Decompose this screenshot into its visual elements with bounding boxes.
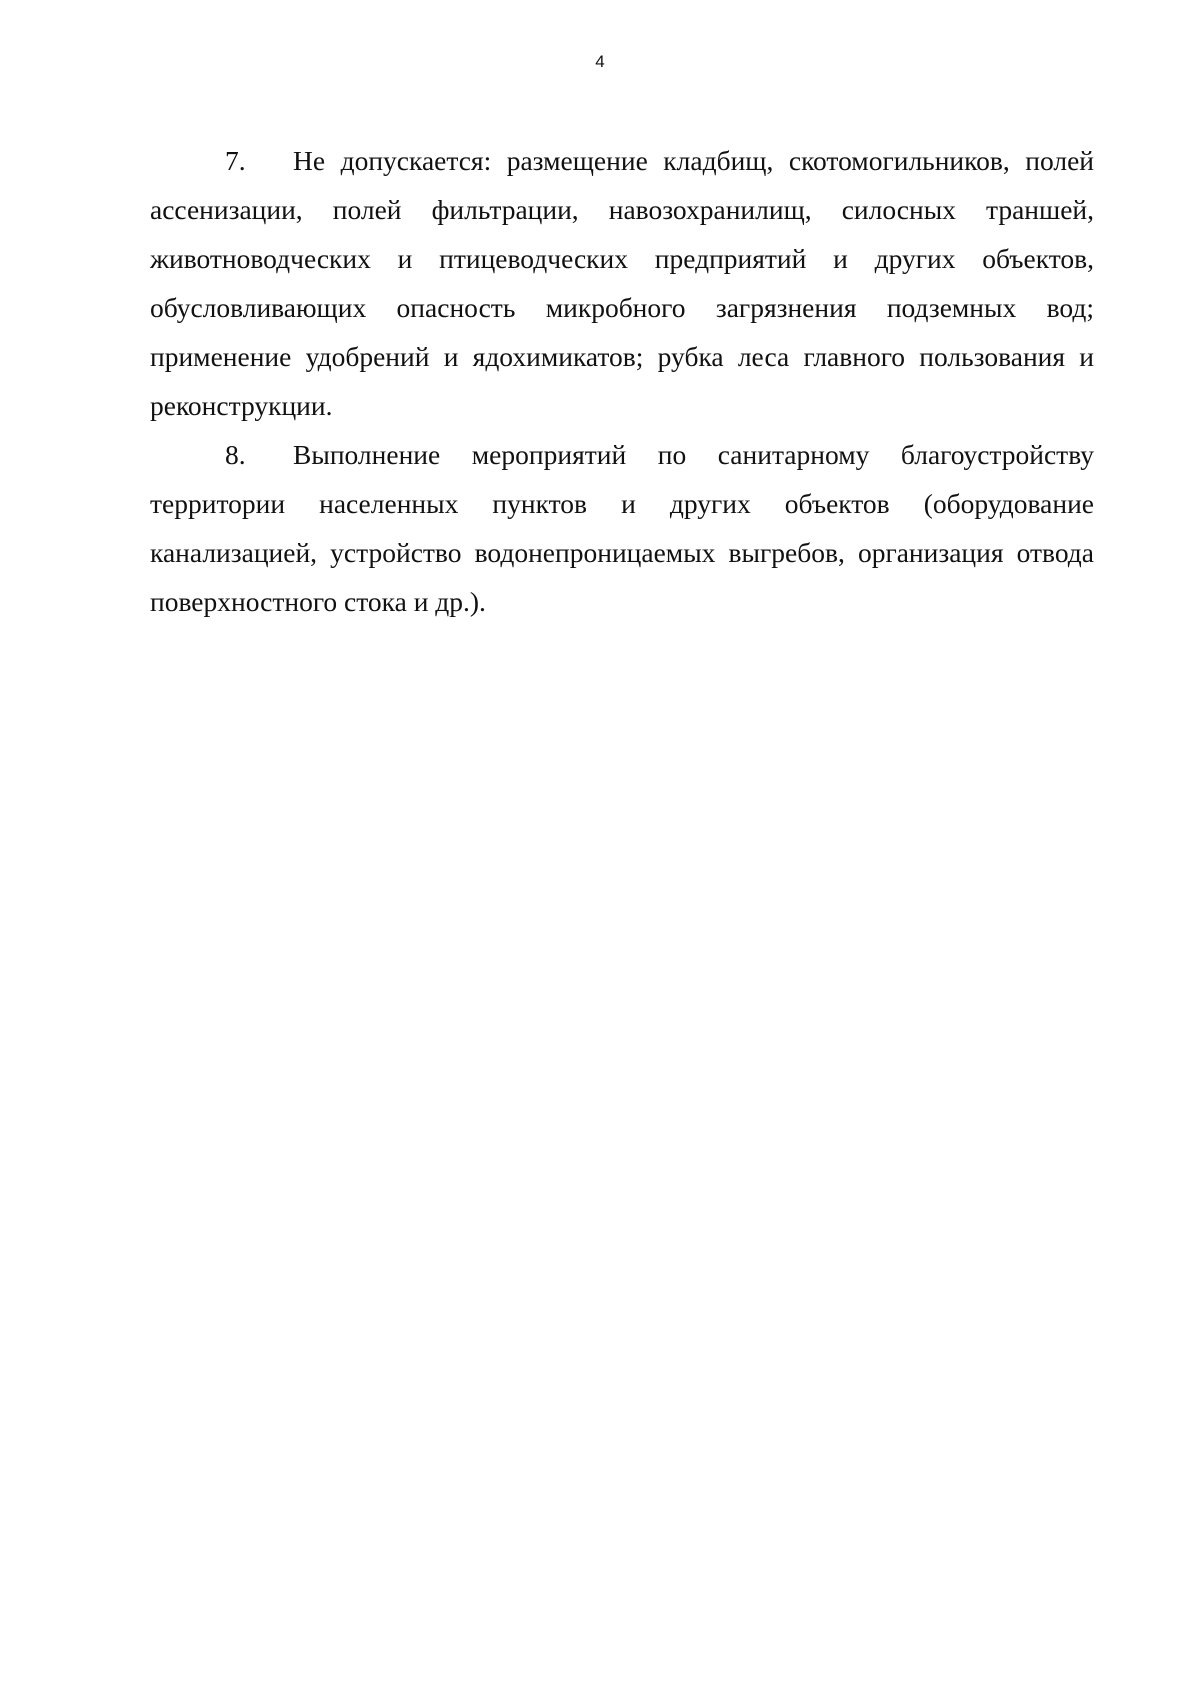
paragraph-number: 8. <box>225 439 246 470</box>
paragraph-number: 7. <box>225 145 246 176</box>
paragraph-7 <box>150 136 1094 430</box>
page-number: 4 <box>595 52 605 71</box>
paragraph-text: Выполнение мероприятий по санитарному благоустройству территории населенных пунктов и других объектов (оборудование канализацией, устройство водонепроницаемых выгребов, организация отвода поверхностного стока и др.). <box>150 439 1094 617</box>
paragraph-text: Не допускается: размещение кладбищ, скотомогильников, полей ассенизации, полей фильтрации, навозохранилищ, силосных траншей, животноводческих и птицеводческих предприятий и других объектов, обусловливающих опасность микробного загрязнения подземных вод; применение удобрений и ядохимикатов; рубка леса главного пользования и реконструкции. <box>150 145 1094 421</box>
document-body <box>150 136 1094 626</box>
paragraph-8 <box>150 430 1094 626</box>
